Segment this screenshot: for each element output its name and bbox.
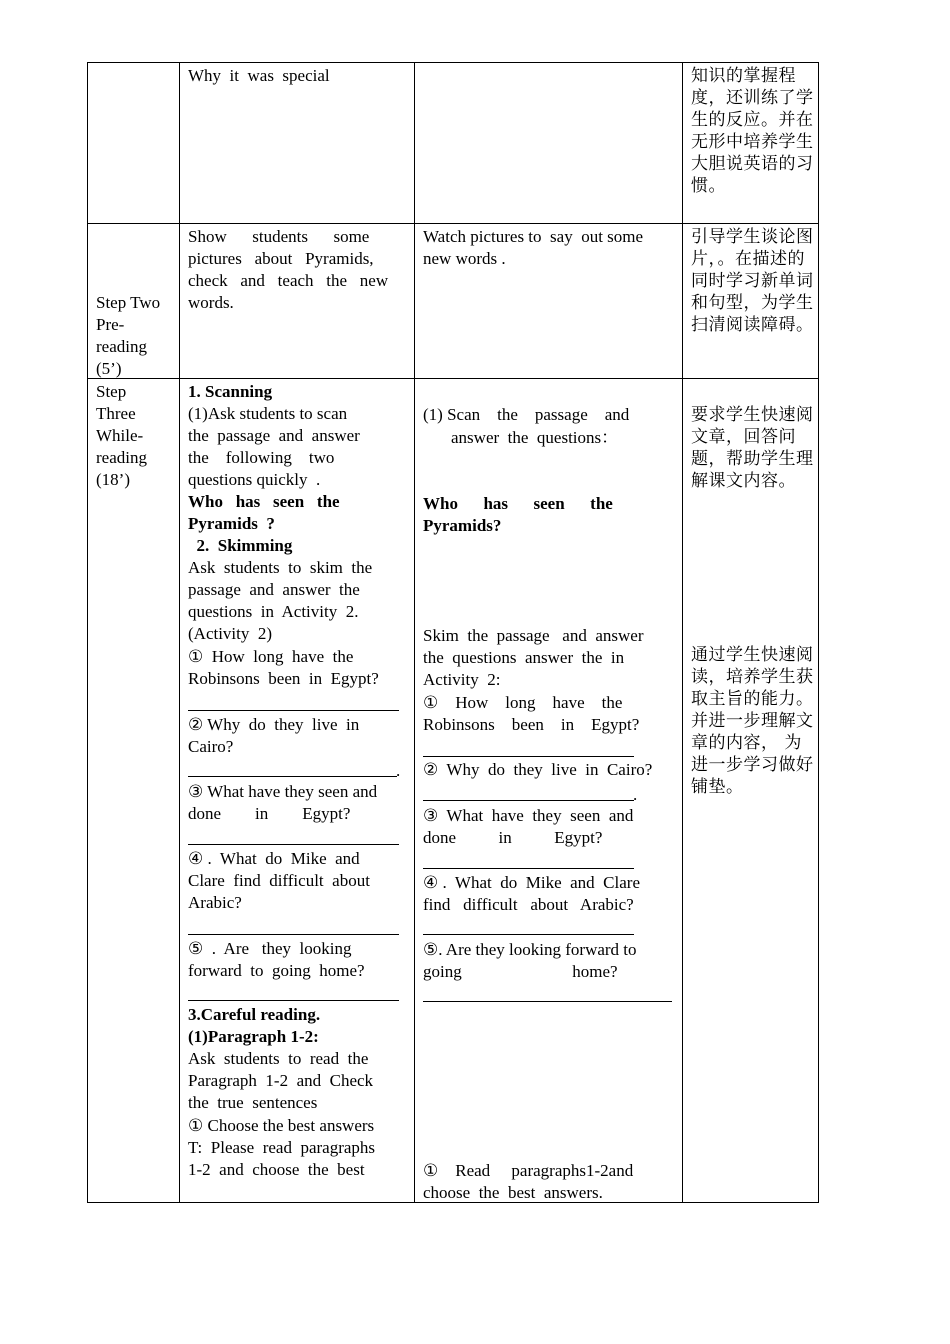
row2-step-line: reading <box>96 337 147 356</box>
row3-step-line: While- <box>96 426 144 445</box>
teacher-line: ① How long have the <box>188 647 354 666</box>
teacher-line: questions in Activity 2. <box>188 602 359 621</box>
teacher-question-bold: Pyramids ? <box>188 514 275 533</box>
student-line: find difficult about Arabic? <box>423 895 634 914</box>
teacher-line: ① Choose the best answers <box>188 1116 375 1135</box>
teacher-line: (1)Ask students to scan <box>188 404 348 423</box>
row2-step-line: Pre- <box>96 315 125 334</box>
row3-purpose-text-1: 要求学生快速阅文章，回答问题，帮助学生理解课文内容。 <box>691 405 814 491</box>
row3-step-line: Three <box>96 404 136 423</box>
teacher-heading-careful: 3.Careful reading. <box>188 1005 321 1024</box>
student-line: the questions answer the in <box>423 648 625 667</box>
row3-step-line: (18’) <box>96 470 130 489</box>
answer-blank <box>188 710 399 711</box>
teacher-line: 1-2 and choose the best <box>188 1160 365 1179</box>
row3-step-line: Step <box>96 382 127 401</box>
teacher-question-bold: Who has seen the <box>188 492 340 511</box>
row1-teacher-line: Why it was special <box>188 66 330 85</box>
answer-blank <box>423 756 634 757</box>
row3-step-line: reading <box>96 448 147 467</box>
period-mark: . <box>633 785 638 804</box>
teacher-line: Clare find difficult about <box>188 871 370 890</box>
student-line: answer the questions： <box>451 428 619 447</box>
row2-student-line: Watch pictures to say out some <box>423 227 644 246</box>
row2-teacher-line: pictures about Pyramids, <box>188 249 374 268</box>
period-mark: . <box>396 761 401 780</box>
row2-step-line: Step Two <box>96 293 161 312</box>
teacher-heading-scanning: 1. Scanning <box>188 382 273 401</box>
student-question-bold: Who has seen the <box>423 494 613 513</box>
student-line: Skim the passage and answer <box>423 626 644 645</box>
student-line: (1) Scan the passage and <box>423 405 630 424</box>
teacher-line: Robinsons been in Egypt? <box>188 669 379 688</box>
teacher-line: Cairo? <box>188 737 234 756</box>
teacher-line: Ask students to read the <box>188 1049 369 1068</box>
row2-teacher-line: words. <box>188 293 234 312</box>
teacher-line: ② Why do they live in <box>188 715 360 734</box>
student-line: Robinsons been in Egypt? <box>423 715 640 734</box>
student-line: choose the best answers. <box>423 1183 603 1202</box>
student-line: ② Why do they live in Cairo? <box>423 760 653 779</box>
student-line: ④ . What do Mike and Clare <box>423 873 640 892</box>
row1-student-cell <box>414 62 683 224</box>
row3-purpose-text-2: 通过学生快速阅读，培养学生获取主旨的能力。并进一步理解文章的内容， 为进一步学习做好铺垫。 <box>691 645 814 797</box>
answer-blank <box>423 1001 672 1002</box>
teacher-line: done in Egypt? <box>188 804 351 823</box>
teacher-line: passage and answer the <box>188 580 360 599</box>
row3-step-cell <box>87 378 180 1203</box>
teacher-heading-paragraph: (1)Paragraph 1-2: <box>188 1027 319 1046</box>
row2-step-line: (5’) <box>96 359 122 378</box>
student-line: ① Read paragraphs1-2and <box>423 1161 634 1180</box>
teacher-line: ⑤ . Are they looking <box>188 939 352 958</box>
row1-step-cell <box>87 62 180 224</box>
teacher-line: (Activity 2) <box>188 624 273 643</box>
answer-blank <box>423 800 634 801</box>
answer-blank <box>423 868 634 869</box>
teacher-line: T: Please read paragraphs <box>188 1138 376 1157</box>
teacher-line: Ask students to skim the <box>188 558 373 577</box>
student-line: Activity 2: <box>423 670 501 689</box>
student-line: going home? <box>423 962 618 981</box>
teacher-line: ④ . What do Mike and <box>188 849 360 868</box>
student-line: ③ What have they seen and <box>423 806 634 825</box>
teacher-line: questions quickly . <box>188 470 321 489</box>
answer-blank <box>423 934 634 935</box>
teacher-line: Paragraph 1-2 and Check <box>188 1071 374 1090</box>
row1-purpose-text: 知识的掌握程度，还训练了学生的反应。并在无形中培养学生大胆说英语的习惯。 <box>691 66 814 196</box>
student-line: ⑤. Are they looking forward to <box>423 940 637 959</box>
answer-blank <box>188 1000 399 1001</box>
teacher-line: ③ What have they seen and <box>188 782 378 801</box>
row2-student-line: new words . <box>423 249 506 268</box>
teacher-line: the true sentences <box>188 1093 318 1112</box>
teacher-line: the passage and answer <box>188 426 360 445</box>
row2-teacher-line: check and teach the new <box>188 271 389 290</box>
teacher-line: Arabic? <box>188 893 242 912</box>
answer-blank <box>188 776 397 777</box>
teacher-line: forward to going home? <box>188 961 365 980</box>
teacher-line: the following two <box>188 448 335 467</box>
student-line: ① How long have the <box>423 693 623 712</box>
teacher-heading-skimming: 2. Skimming <box>188 536 293 555</box>
row2-purpose-text: 引导学生谈论图片，。在描述的同时学习新单词和句型，为学生扫清阅读障碍。 <box>691 227 814 335</box>
answer-blank <box>188 844 399 845</box>
student-question-bold: Pyramids? <box>423 516 502 535</box>
student-line: done in Egypt? <box>423 828 603 847</box>
answer-blank <box>188 934 399 935</box>
row2-teacher-line: Show students some <box>188 227 370 246</box>
